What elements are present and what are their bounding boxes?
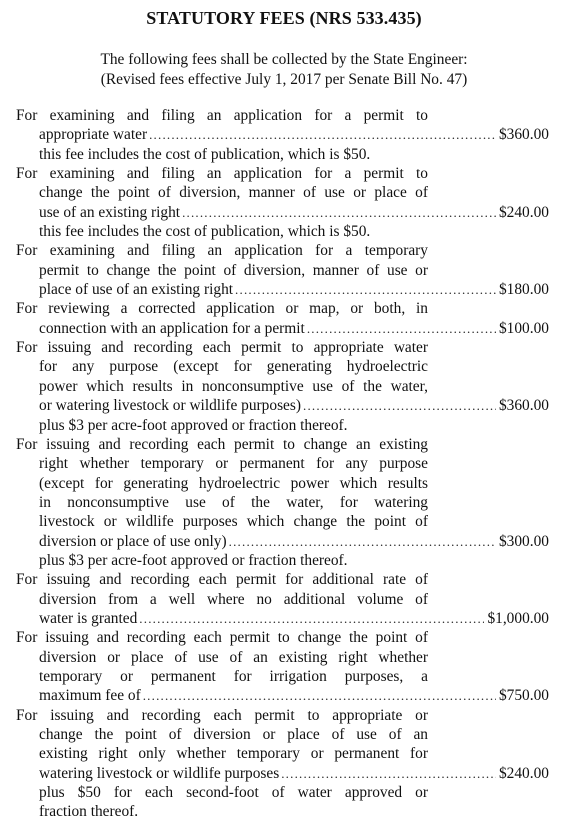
fee-description-line: plus $50 for each second-foot of water approved or bbox=[39, 784, 428, 802]
fee-line-with-amount bbox=[16, 396, 549, 415]
fee-description-line: plus $3 per acre-foot approved or fraction thereof. bbox=[39, 416, 348, 434]
fee-heading-line: For examining and filing an application for a permit to bbox=[16, 165, 428, 183]
fee-entry bbox=[16, 164, 549, 241]
fee-amount: $180.00 bbox=[498, 281, 549, 299]
fee-amount: $750.00 bbox=[498, 687, 549, 705]
fee-description-line: existing right only whether temporary or permanent for bbox=[39, 745, 428, 763]
fee-heading-line: For issuing and recording each permit to appropriate water bbox=[16, 339, 428, 357]
fee-line-with-amount bbox=[16, 609, 549, 628]
fee-description-text: connection with an application for a permit bbox=[39, 319, 305, 337]
fee-line-with-amount bbox=[16, 203, 549, 222]
fee-description-line: this fee includes the cost of publication, which is $50. bbox=[39, 223, 371, 241]
fee-heading-line: For issuing and recording each permit to appropriate or bbox=[16, 706, 428, 724]
fee-description-line: livestock or wildlife purposes which change the point of bbox=[39, 513, 428, 531]
fee-description-text: or watering livestock or wildlife purposes) bbox=[39, 397, 302, 415]
fee-amount: $240.00 bbox=[498, 764, 549, 782]
fee-description-line: change the point of diversion or place of use of an bbox=[39, 726, 428, 743]
fee-heading-line: For issuing and recording each permit for additional rate of bbox=[16, 571, 428, 589]
dot-leader bbox=[139, 609, 484, 628]
fee-line-with-amount bbox=[16, 280, 549, 299]
fee-description-line: diversion from a well where no additional volume of bbox=[39, 590, 428, 608]
fee-description-line: change the point of diversion, manner of use or place of bbox=[39, 184, 428, 202]
fee-heading-line: For issuing and recording each permit to change the point of bbox=[16, 629, 428, 647]
fee-description-text: water is granted bbox=[39, 609, 138, 627]
fee-description-text: diversion or place of use only) bbox=[39, 532, 227, 550]
dot-leader bbox=[149, 125, 496, 144]
fee-heading-line: For reviewing a corrected application or map, or both, in bbox=[16, 300, 428, 318]
page-title: STATUTORY FEES (NRS 533.435) bbox=[146, 8, 422, 28]
fee-description-line: in nonconsumptive use of the water, for watering bbox=[39, 493, 428, 511]
fee-amount: $240.00 bbox=[498, 203, 549, 221]
fee-line-with-amount bbox=[16, 532, 549, 551]
fee-entry bbox=[16, 338, 549, 435]
fee-description-line: permit to change the point of diversion, manner of use or bbox=[39, 261, 428, 279]
fee-heading-line: For examining and filing an application for a temporary bbox=[16, 242, 428, 260]
fee-line-with-amount bbox=[16, 319, 549, 338]
fee-description-text: appropriate water bbox=[39, 126, 148, 144]
fee-description-line: this fee includes the cost of publication, which is $50. bbox=[39, 145, 371, 163]
fee-description-line: right whether temporary or permanent for any purpose bbox=[39, 455, 428, 473]
fee-description-line: (except for generating hydroelectric power which results bbox=[39, 474, 428, 492]
fee-description-line: diversion or place of use of an existing right whether bbox=[39, 648, 428, 666]
fee-amount: $360.00 bbox=[498, 397, 549, 415]
fee-heading-line: For examining and filing an application for a permit to bbox=[16, 107, 428, 124]
fee-line-with-amount bbox=[16, 764, 549, 783]
fee-entry bbox=[16, 628, 549, 705]
fee-heading-line: For issuing and recording each permit to change an existing bbox=[16, 435, 428, 453]
fee-description-line: fraction thereof. bbox=[39, 803, 139, 821]
fee-entry bbox=[16, 241, 549, 299]
fee-schedule bbox=[16, 106, 549, 822]
fee-amount: $100.00 bbox=[498, 319, 549, 337]
dot-leader bbox=[182, 203, 496, 222]
fee-description-line: temporary or permanent for irrigation purposes, a bbox=[39, 667, 428, 685]
fee-description-line: for any purpose (except for generating hydroelectric bbox=[39, 358, 428, 376]
fee-description-text: watering livestock or wildlife purposes bbox=[39, 764, 280, 782]
fee-description-text: use of an existing right bbox=[39, 203, 181, 221]
fee-description-text: place of use of an existing right bbox=[39, 281, 234, 299]
dot-leader bbox=[229, 532, 496, 551]
fee-entry bbox=[16, 106, 549, 164]
dot-leader bbox=[281, 764, 496, 783]
dot-leader bbox=[307, 319, 496, 338]
fee-description-line: power which results in nonconsumptive use of the water, bbox=[39, 377, 428, 395]
subtitle bbox=[0, 50, 568, 89]
dot-leader bbox=[235, 280, 496, 299]
dot-leader bbox=[303, 396, 496, 415]
subtitle-line: (Revised fees effective July 1, 2017 per Senate Bill No. 47) bbox=[100, 70, 468, 88]
fee-entry bbox=[16, 570, 549, 628]
fee-amount: $300.00 bbox=[498, 532, 549, 550]
fee-amount: $360.00 bbox=[498, 126, 549, 144]
fee-entry bbox=[16, 706, 549, 822]
fee-entry bbox=[16, 299, 549, 338]
dot-leader bbox=[143, 686, 496, 705]
fee-description-line: plus $3 per acre-foot approved or fraction thereof. bbox=[39, 551, 348, 569]
subtitle-line: The following fees shall be collected by the State Engineer: bbox=[100, 51, 468, 68]
fee-entry bbox=[16, 435, 549, 570]
fee-amount: $1,000.00 bbox=[487, 609, 549, 627]
fee-description-text: maximum fee of bbox=[39, 687, 141, 705]
fee-line-with-amount bbox=[16, 125, 549, 144]
fee-line-with-amount bbox=[16, 686, 549, 705]
